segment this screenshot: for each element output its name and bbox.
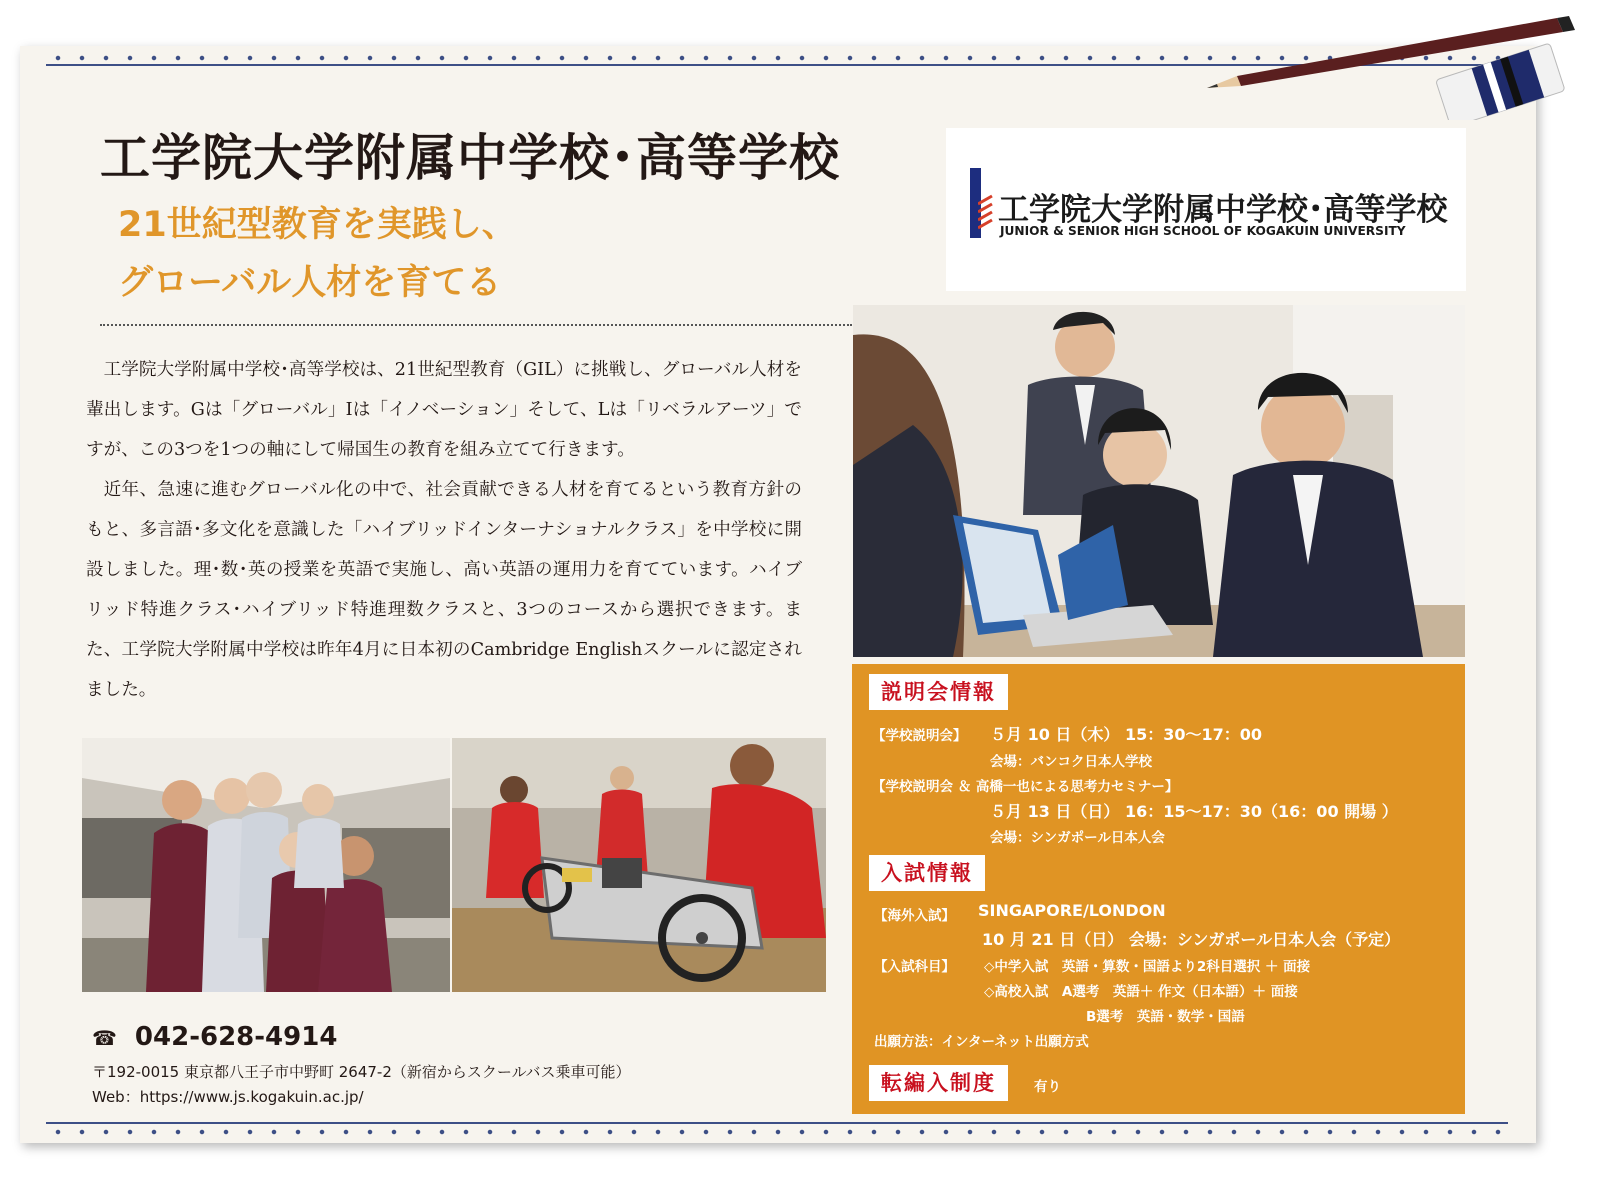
high-school-exam-a: ◇高校入試 A選考 英語＋ 作文（日本語）＋ 面接 bbox=[984, 984, 1298, 1000]
website[interactable]: Web：https://www.js.kogakuin.ac.jp/ bbox=[92, 1088, 364, 1106]
exam-subjects-label: 【入試科目】 bbox=[874, 959, 955, 975]
tagline-line-1: 21世紀型教育を実践し、 bbox=[118, 205, 517, 245]
overseas-exam-label: 【海外入試】 bbox=[874, 908, 955, 924]
session-1-date: ５月 10 日（木） 15：30〜17：00 bbox=[990, 725, 1263, 744]
transfer-value: 有り bbox=[1034, 1079, 1061, 1095]
junior-high-exam: ◇中学入試 英語・算数・国語より2科目選択 ＋ 面接 bbox=[984, 959, 1311, 975]
intro-paragraph-1: 工学院大学附属中学校･高等学校は、21世紀型教育（GIL）に挑戦し、グローバル人材を輩出します。Gは「グローバル」Iは「イノベーション」そして、Lは「リベラルアーツ」ですが、この3つを1つの軸にして帰国生の教育を組み立てて行きます。 bbox=[86, 360, 802, 460]
phone-number bbox=[92, 1022, 337, 1052]
school-logo bbox=[946, 128, 1466, 291]
session-1-label: 【学校説明会】 bbox=[872, 728, 967, 744]
logo-english-name: JUNIOR & SENIOR HIGH SCHOOL OF KOGAKUIN UNIVERSITY bbox=[1000, 224, 1406, 238]
telephone-icon: ☎ bbox=[92, 1026, 117, 1050]
session-heading: 説明会情報 bbox=[869, 674, 1008, 710]
info-panel bbox=[852, 664, 1465, 1114]
logo-stripes-icon bbox=[978, 194, 998, 234]
transfer-heading: 転編入制度 bbox=[869, 1065, 1008, 1101]
tagline-line-2: グローバル人材を育てる bbox=[118, 263, 502, 303]
students-group-photo bbox=[82, 738, 450, 992]
school-title: 工学院大学附属中学校･高等学校 bbox=[100, 129, 840, 187]
session-1-venue: 会場：バンコク日本人学校 bbox=[990, 754, 1152, 770]
workshop-photo bbox=[452, 738, 826, 992]
session-2-venue: 会場：シンガポール日本人会 bbox=[990, 830, 1165, 846]
application-method: 出願方法：インターネット出願方式 bbox=[874, 1034, 1089, 1050]
session-2-label: 【学校説明会 ＆ 高橋一也による思考力セミナー】 bbox=[872, 779, 1179, 795]
bottom-dotted-border bbox=[46, 1118, 1508, 1128]
tagline bbox=[118, 196, 517, 312]
exam-heading: 入試情報 bbox=[869, 855, 985, 891]
address: 〒192-0015 東京都八王子市中野町 2647-2（新宿からスクールバス乗車可能） bbox=[92, 1063, 631, 1081]
dotted-separator bbox=[100, 324, 852, 326]
overseas-exam-cities: SINGAPORE/LONDON bbox=[978, 901, 1166, 920]
classroom-photo bbox=[853, 305, 1465, 657]
session-2-date: ５月 13 日（日） 16：15〜17：30（16：00 開場 ） bbox=[990, 802, 1398, 821]
intro-paragraph-2: 近年、急速に進むグローバル化の中で、社会貢献できる人材を育てるという教育方針のもと、多言語･多文化を意識した「ハイブリッドインターナショナルクラス」を中学校に開設しました。理･数･英の授業を英語で実施し、高い英語の運用力を育てています。ハイブリッド特進クラス･ハイブリッド特進理数クラスと、3つのコースから選択できます。また、工学院大学附属中学校は昨年4月に日本初のCambridge Englishスクールに認定されました。 bbox=[86, 480, 802, 700]
pencil-eraser-icon bbox=[1177, 10, 1577, 120]
phone-text: 042-628-4914 bbox=[134, 1022, 338, 1052]
overseas-exam-date: 10 月 21 日（日） 会場：シンガポール日本人会（予定） bbox=[982, 930, 1401, 949]
intro-text bbox=[86, 350, 802, 710]
logo-japanese-name: 工学院大学附属中学校･高等学校 bbox=[998, 192, 1448, 228]
high-school-exam-b: B選考 英語・数学・国語 bbox=[1086, 1009, 1245, 1025]
